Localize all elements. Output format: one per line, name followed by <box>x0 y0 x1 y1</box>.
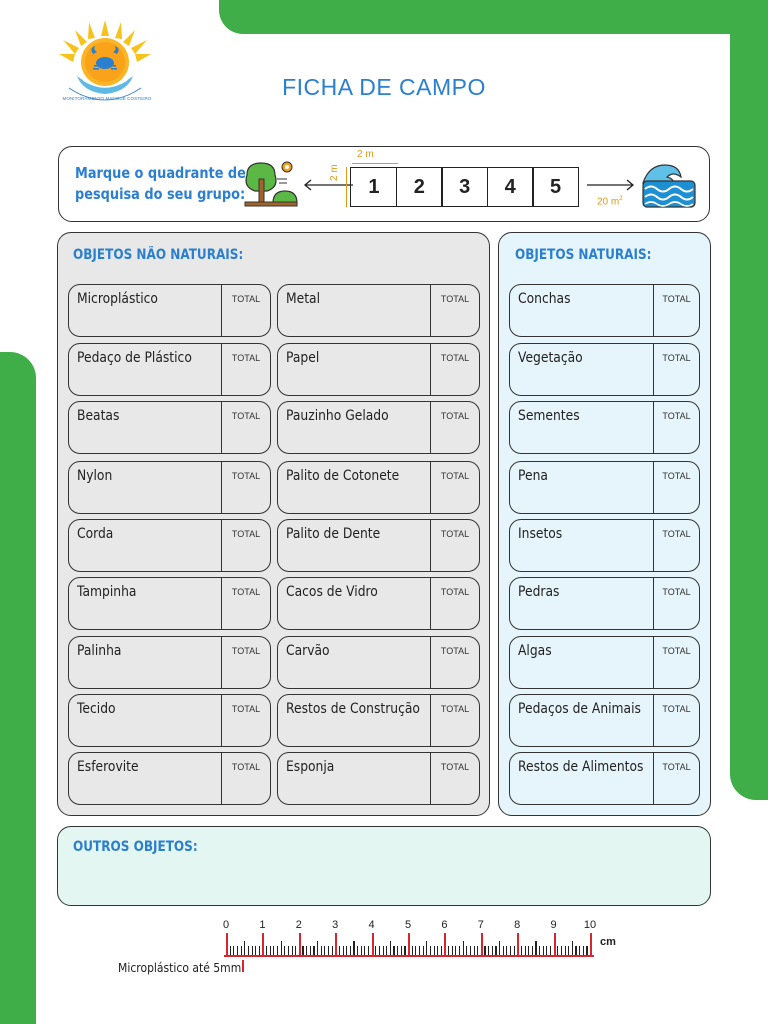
natural-title: OBJETOS NATURAIS: <box>515 247 652 263</box>
ruler-tick <box>353 941 354 955</box>
item-total-box[interactable] <box>221 637 270 688</box>
item-total-label: TOTAL <box>662 353 691 363</box>
ruler-tick <box>419 946 420 955</box>
item-label: Pedras <box>518 584 560 600</box>
ruler-tick <box>554 933 556 955</box>
quadrant-cell-4[interactable]: 4 <box>487 167 534 207</box>
item-total-box[interactable] <box>430 578 479 629</box>
ruler-tick <box>328 946 329 955</box>
item-total-label: TOTAL <box>231 294 261 304</box>
ruler-tick <box>397 946 398 955</box>
ruler-tick <box>299 933 301 955</box>
ruler-tick <box>434 946 435 955</box>
ruler-tick <box>230 946 231 955</box>
green-right-bar <box>730 0 768 800</box>
item-total-box[interactable] <box>653 695 699 746</box>
ruler-tick <box>386 946 387 955</box>
item-label: Pauzinho Gelado <box>286 408 389 424</box>
item-total-label: TOTAL <box>440 587 470 597</box>
item-total-box[interactable] <box>653 462 699 513</box>
item-total-label: TOTAL <box>231 353 261 363</box>
ruler-tick <box>477 946 478 955</box>
ruler-tick <box>579 946 580 955</box>
ruler-tick <box>444 933 446 955</box>
logo-arc-text: MONITORAMENTO MANGUE COSTEIRO <box>62 96 152 101</box>
item-total-label: TOTAL <box>440 294 470 304</box>
natural-item[interactable] <box>509 694 700 747</box>
item-total-box[interactable] <box>221 695 270 746</box>
item-total-box[interactable] <box>430 695 479 746</box>
item-label: Esferovite <box>77 759 139 775</box>
ruler-tick <box>565 946 566 955</box>
dim-width-label: 2 m <box>357 149 374 160</box>
ruler-tick <box>568 946 569 955</box>
quadrant-cell-2[interactable]: 2 <box>396 167 443 207</box>
ruler-tick <box>321 946 322 955</box>
non-natural-item[interactable] <box>68 519 271 572</box>
ruler-tick <box>506 946 507 955</box>
item-total-label: TOTAL <box>440 471 470 481</box>
ruler-tick <box>295 946 296 955</box>
ruler-tick <box>252 946 253 955</box>
ruler-tick <box>346 946 347 955</box>
ruler-tick <box>481 933 483 955</box>
ruler-tick <box>408 933 410 955</box>
natural-item[interactable] <box>509 343 700 396</box>
item-total-box[interactable] <box>221 402 270 453</box>
ruler-tick <box>226 933 228 955</box>
ruler-tick <box>375 946 376 955</box>
item-label: Corda <box>77 526 114 542</box>
ruler-tick <box>248 946 249 955</box>
non-natural-item[interactable] <box>68 636 271 689</box>
ruler-tick <box>466 946 467 955</box>
ruler-number: 3 <box>332 919 339 931</box>
ruler-tick <box>583 946 584 955</box>
non-natural-item[interactable] <box>277 461 480 514</box>
dim-total-sup: 2 <box>619 196 623 202</box>
ruler-tick <box>455 946 456 955</box>
non-natural-item[interactable] <box>68 694 271 747</box>
quadrant-instruction-line2: pesquisa do seu grupo: <box>75 185 246 203</box>
item-label: Vegetação <box>518 350 583 366</box>
non-natural-item[interactable] <box>277 401 480 454</box>
ruler-tick <box>237 946 238 955</box>
dim-height-label: 2 m <box>329 164 340 181</box>
item-label: Metal <box>286 291 321 307</box>
non-natural-item[interactable] <box>277 752 480 805</box>
ruler-tick <box>324 946 325 955</box>
item-label: Conchas <box>518 291 571 307</box>
item-total-label: TOTAL <box>662 529 691 539</box>
ruler-tick <box>459 946 460 955</box>
non-natural-item[interactable] <box>68 461 271 514</box>
ruler-tick <box>510 946 511 955</box>
item-total-box[interactable] <box>653 285 699 336</box>
item-total-label: TOTAL <box>440 529 470 539</box>
quadrant-cell-3[interactable]: 3 <box>441 167 488 207</box>
item-label: Sementes <box>518 408 580 424</box>
ruler-tick <box>452 946 453 955</box>
ruler-number: 5 <box>404 919 412 931</box>
green-left-bar <box>0 352 36 1024</box>
item-total-box[interactable] <box>430 637 479 688</box>
item-label: Restos de Alimentos <box>518 759 644 775</box>
item-label: Pedaço de Plástico <box>77 350 192 366</box>
ruler-tick <box>532 946 533 955</box>
item-total-label: TOTAL <box>440 762 470 772</box>
ruler-tick <box>495 946 496 955</box>
item-label: Cacos de Vidro <box>286 584 378 600</box>
ruler-tick <box>332 946 333 955</box>
non-natural-item[interactable] <box>68 752 271 805</box>
item-total-label: TOTAL <box>662 587 691 597</box>
item-total-label: TOTAL <box>231 646 261 656</box>
microplastic-marker <box>242 960 244 972</box>
item-label: Palito de Dente <box>286 526 381 542</box>
item-total-label: TOTAL <box>662 762 691 772</box>
item-total-label: TOTAL <box>440 704 470 714</box>
ruler-tick <box>430 946 431 955</box>
arrow-right-icon <box>585 179 635 191</box>
dim-total-label <box>597 196 623 207</box>
ruler-tick <box>233 946 234 955</box>
others-panel <box>57 826 711 906</box>
item-total-label: TOTAL <box>662 471 691 481</box>
non-natural-item[interactable] <box>68 577 271 630</box>
item-total-box[interactable] <box>221 285 270 336</box>
item-total-label: TOTAL <box>662 704 691 714</box>
item-total-label: TOTAL <box>440 353 470 363</box>
ruler-tick <box>463 941 464 955</box>
ruler-tick <box>550 946 551 955</box>
ruler-tick <box>488 946 489 955</box>
ruler-number: 4 <box>368 919 375 931</box>
non-natural-item[interactable] <box>277 694 480 747</box>
ruler-tick <box>535 941 536 955</box>
ruler-tick <box>368 946 369 955</box>
wave-icon <box>639 161 699 209</box>
item-label: Palito de Cotonete <box>286 468 400 484</box>
ruler-tick <box>441 946 442 955</box>
ruler-tick <box>273 946 274 955</box>
ruler-number: 9 <box>550 919 557 931</box>
item-total-label: TOTAL <box>440 646 470 656</box>
ruler-tick <box>546 946 547 955</box>
item-total-label: TOTAL <box>231 411 261 421</box>
item-total-label: TOTAL <box>231 762 261 772</box>
quadrant-cell-1[interactable]: 1 <box>350 167 397 207</box>
quadrant-cell-5[interactable]: 5 <box>532 167 579 207</box>
non-natural-title: OBJETOS NÃO NATURAIS: <box>73 247 244 263</box>
quadrant-instruction-line1: Marque o quadrante de <box>75 164 246 182</box>
page-title: FICHA DE CAMPO <box>282 74 486 100</box>
ruler-tick <box>514 946 515 955</box>
item-total-box[interactable] <box>430 402 479 453</box>
non-natural-item[interactable] <box>277 284 480 337</box>
item-label: Pena <box>518 468 548 484</box>
item-label: Papel <box>286 350 320 366</box>
ruler-tick <box>306 946 307 955</box>
ruler-tick <box>572 941 573 955</box>
natural-item[interactable] <box>509 461 700 514</box>
ruler-tick <box>543 946 544 955</box>
item-label: Insetos <box>518 526 563 542</box>
ruler-tick <box>281 941 282 955</box>
item-total-label: TOTAL <box>231 471 261 481</box>
ruler-tick <box>521 946 522 955</box>
item-total-box[interactable] <box>221 462 270 513</box>
ruler-number: 7 <box>477 919 484 931</box>
ruler-tick <box>437 946 438 955</box>
item-total-box[interactable] <box>653 578 699 629</box>
dim-total-value: 20 m <box>597 196 620 208</box>
ruler-tick <box>255 946 256 955</box>
non-natural-item[interactable] <box>277 519 480 572</box>
ruler-tick <box>539 946 540 955</box>
ruler-tick <box>383 946 384 955</box>
ruler-tick <box>262 933 264 955</box>
green-top-bar <box>219 0 768 34</box>
item-label: Beatas <box>77 408 120 424</box>
item-label: Nylon <box>77 468 113 484</box>
item-total-box[interactable] <box>221 344 270 395</box>
ruler-tick <box>284 946 285 955</box>
ruler-tick <box>393 946 394 955</box>
ruler-tick <box>586 946 587 955</box>
others-title: OUTROS OBJETOS: <box>73 839 198 855</box>
ruler-number: 10 <box>583 919 597 931</box>
ruler-tick <box>470 946 471 955</box>
ruler-tick <box>528 946 529 955</box>
item-label: Tecido <box>77 701 116 717</box>
dim-width-line <box>352 163 398 164</box>
ruler-tick <box>259 946 260 955</box>
item-label: Tampinha <box>77 584 137 600</box>
ruler-tick <box>484 946 485 955</box>
ruler-tick <box>339 946 340 955</box>
item-total-box[interactable] <box>430 520 479 571</box>
ruler-tick <box>343 946 344 955</box>
ruler-tick <box>525 946 526 955</box>
ruler-tick <box>244 941 245 955</box>
ruler-unit: cm <box>600 936 616 948</box>
ruler-tick <box>350 946 351 955</box>
non-natural-item[interactable] <box>68 284 271 337</box>
item-total-box[interactable] <box>430 285 479 336</box>
ruler-tick <box>361 946 362 955</box>
item-total-box[interactable] <box>430 462 479 513</box>
ruler-tick <box>561 946 562 955</box>
ruler-tick <box>357 946 358 955</box>
item-total-box[interactable] <box>653 402 699 453</box>
ruler-tick <box>390 941 391 955</box>
ruler-number: 8 <box>514 919 521 931</box>
item-total-label: TOTAL <box>231 587 261 597</box>
ruler-tick <box>412 946 413 955</box>
ruler-tick <box>503 946 504 955</box>
ruler-caption: Microplástico até 5mm <box>118 961 242 975</box>
ruler-tick <box>426 941 427 955</box>
ruler-number: 0 <box>222 919 230 931</box>
ruler-tick <box>448 946 449 955</box>
item-label: Palinha <box>77 643 122 659</box>
quadrant-cells <box>352 167 579 207</box>
ruler-number: 1 <box>259 919 266 931</box>
ruler-tick <box>310 946 311 955</box>
ruler-tick <box>372 933 374 955</box>
item-label: Pedaços de Animais <box>518 701 641 717</box>
ruler-tick <box>557 946 558 955</box>
ruler-tick <box>364 946 365 955</box>
ruler-number: 2 <box>295 919 302 931</box>
item-label: Restos de Construção <box>286 701 420 717</box>
item-label: Carvão <box>286 643 330 659</box>
ruler-tick <box>241 946 242 955</box>
ruler-tick <box>313 946 314 955</box>
ruler-tick <box>302 946 303 955</box>
ruler-tick <box>423 946 424 955</box>
non-natural-item[interactable] <box>277 577 480 630</box>
quadrant-box <box>58 146 710 222</box>
ruler-tick <box>292 946 293 955</box>
ruler-tick <box>317 941 318 955</box>
ruler-tick <box>517 933 519 955</box>
ruler-tick <box>379 946 380 955</box>
quadrant-instruction <box>75 163 246 205</box>
item-total-label: TOTAL <box>440 411 470 421</box>
ruler-tick <box>499 941 500 955</box>
natural-item[interactable] <box>509 636 700 689</box>
natural-item[interactable] <box>509 577 700 630</box>
item-total-box[interactable] <box>653 753 699 804</box>
ruler-tick <box>590 933 592 955</box>
natural-item[interactable] <box>509 752 700 805</box>
ruler-tick <box>575 946 576 955</box>
item-total-label: TOTAL <box>231 529 261 539</box>
item-total-label: TOTAL <box>662 646 691 656</box>
ruler-tick <box>404 946 405 955</box>
ruler-tick <box>277 946 278 955</box>
item-label: Esponja <box>286 759 335 775</box>
ruler-tick <box>335 933 337 955</box>
item-label: Microplástico <box>77 291 158 307</box>
item-total-box[interactable] <box>653 637 699 688</box>
ruler-tick <box>474 946 475 955</box>
natural-item[interactable] <box>509 284 700 337</box>
item-total-box[interactable] <box>653 520 699 571</box>
item-total-box[interactable] <box>430 344 479 395</box>
natural-item[interactable] <box>509 519 700 572</box>
item-total-box[interactable] <box>221 753 270 804</box>
natural-item[interactable] <box>509 401 700 454</box>
non-natural-item[interactable] <box>277 343 480 396</box>
ruler-baseline <box>224 955 594 957</box>
ruler-tick <box>415 946 416 955</box>
ruler-number: 6 <box>441 919 448 931</box>
non-natural-item[interactable] <box>68 343 271 396</box>
ruler-tick <box>288 946 289 955</box>
tree-bush-icon <box>243 157 299 213</box>
ruler-tick <box>266 946 267 955</box>
item-total-box[interactable] <box>221 520 270 571</box>
item-total-label: TOTAL <box>662 294 691 304</box>
non-natural-item[interactable] <box>68 401 271 454</box>
item-total-label: TOTAL <box>231 704 261 714</box>
item-label: Algas <box>518 643 552 659</box>
ruler-tick <box>270 946 271 955</box>
item-total-box[interactable] <box>221 578 270 629</box>
dim-height-line <box>346 167 347 207</box>
item-total-label: TOTAL <box>662 411 691 421</box>
ruler-tick <box>492 946 493 955</box>
item-total-box[interactable] <box>430 753 479 804</box>
ruler-tick <box>401 946 402 955</box>
item-total-box[interactable] <box>653 344 699 395</box>
non-natural-item[interactable] <box>277 636 480 689</box>
